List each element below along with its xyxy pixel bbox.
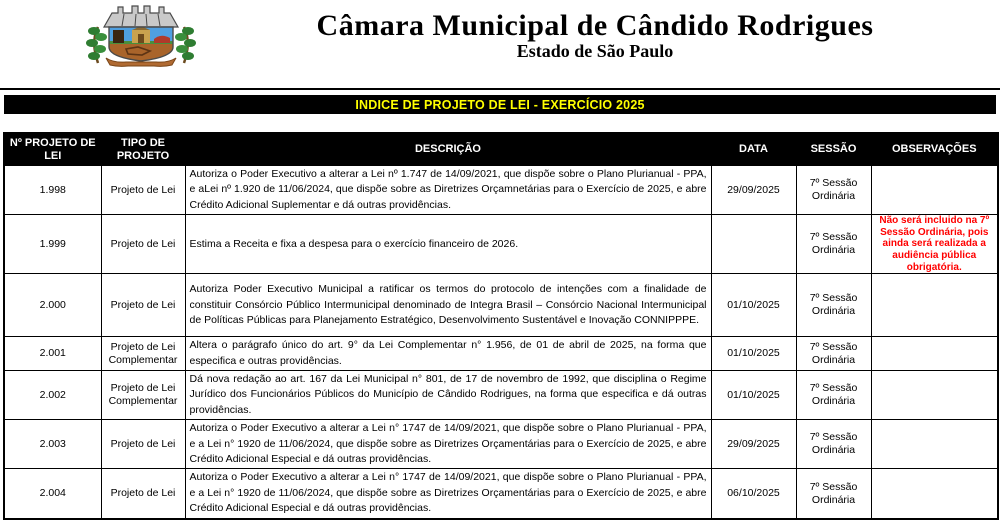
col-header-sessao: SESSÃO [796, 133, 871, 166]
cell-observacoes [871, 274, 998, 337]
projects-index-table [3, 132, 999, 520]
cell-descricao: Autoriza o Poder Executivo a alterar a Lei n° 1747 de 14/09/2021, que dispõe sobre o Plano Plurianual - PPA, e a Lei n° 1920 de 11/06/2024, que dispõe sobre as Diretrizes Orçamentárias para o Exercício de 2025, e abre Crédito Adicional Especial e dá outras providências. [185, 469, 711, 519]
table-header-row [4, 133, 998, 166]
cell-projeto-num: 2.000 [4, 274, 101, 337]
cell-tipo: Projeto de Lei [101, 166, 185, 215]
cell-observacoes [871, 337, 998, 371]
cell-data: 29/09/2025 [711, 166, 796, 215]
cell-sessao: 7º Sessão Ordinária [796, 371, 871, 420]
table-row [4, 337, 998, 371]
cell-sessao: 7º Sessão Ordinária [796, 469, 871, 519]
letterhead-divider [0, 88, 1000, 90]
table-row [4, 371, 998, 420]
cell-tipo: Projeto de Lei [101, 274, 185, 337]
cell-observacoes-alert: Não será incluido na 7º Sessão Ordinária, pois ainda será realizada a audiência pública obrigatória. [871, 215, 998, 274]
cell-descricao: Autoriza Poder Executivo Municipal a ratificar os termos do protocolo de intenções com a finalidade de constituir Consórcio Público Intermunicipal denominado de Integra Brasil – Consórcio Nacional Intermunicipal de Políticas Públicas para Planejamento Estratégico, Desenvolvimento Sustentável e Inovação CONNIPPPE. [185, 274, 711, 337]
cell-descricao: Autoriza o Poder Executivo a alterar a Lei nº 1.747 de 14/09/2021, que dispõe sobre o Plano Plurianual - PPA, e aLei nº 1.920 de 11/06/2024, que dispõe sobre as Diretrizes Orçamnetárias para o Exercício de 2025, e abre Crédito Adicional Suplementar e dá outras providências. [185, 166, 711, 215]
cell-data: 06/10/2025 [711, 469, 796, 519]
shield [109, 26, 173, 61]
cell-sessao: 7º Sessão Ordinária [796, 166, 871, 215]
col-header-tipo-projeto: TIPO DE PROJETO [101, 133, 185, 166]
letterhead-titles [195, 10, 995, 61]
laurel-branch-right [175, 27, 196, 63]
cell-descricao: Altera o parágrafo único do art. 9° da Lei Complementar n° 1.956, de 01 de abril de 2025, na forma que especifica e outras providências. [185, 337, 711, 371]
index-banner [4, 95, 996, 114]
col-header-observacoes: OBSERVAÇÕES [871, 133, 998, 166]
table-row [4, 420, 998, 469]
cell-projeto-num: 1.998 [4, 166, 101, 215]
cell-projeto-num: 2.004 [4, 469, 101, 519]
cell-sessao: 7º Sessão Ordinária [796, 420, 871, 469]
table-row [4, 469, 998, 519]
cell-data: 01/10/2025 [711, 274, 796, 337]
coat-of-arms-logo [76, 1, 206, 67]
cell-observacoes [871, 371, 998, 420]
cell-data: 29/09/2025 [711, 420, 796, 469]
cell-sessao: 7º Sessão Ordinária [796, 337, 871, 371]
cell-projeto-num: 1.999 [4, 215, 101, 274]
mural-crown [104, 6, 178, 27]
page-title: Câmara Municipal de Cândido Rodrigues [316, 9, 874, 42]
laurel-branch-left [86, 27, 107, 63]
cell-descricao: Estima a Receita e fixa a despesa para o exercício financeiro de 2026. [185, 215, 711, 274]
col-header-descricao: DESCRIÇÃO [185, 133, 711, 166]
col-header-numero-projeto: Nº PROJETO DE LEI [4, 133, 101, 166]
cell-projeto-num: 2.001 [4, 337, 101, 371]
cell-sessao: 7º Sessão Ordinária [796, 215, 871, 274]
cell-data: 01/10/2025 [711, 337, 796, 371]
cell-observacoes [871, 469, 998, 519]
col-header-data: DATA [711, 133, 796, 166]
cell-tipo: Projeto de Lei Complementar [101, 371, 185, 420]
cell-projeto-num: 2.003 [4, 420, 101, 469]
cell-data: 01/10/2025 [711, 371, 796, 420]
page-subtitle: Estado de São Paulo [516, 41, 674, 61]
table-row [4, 166, 998, 215]
cell-observacoes [871, 166, 998, 215]
banner-title: INDICE DE PROJETO DE LEI - EXERCÍCIO 2025 [355, 98, 645, 112]
cell-tipo: Projeto de Lei [101, 469, 185, 519]
cell-descricao: Autoriza o Poder Executivo a alterar a Lei n° 1747 de 14/09/2021, que dispõe sobre o Plano Plurianual - PPA, e a Lei n° 1920 de 11/06/2024, que dispõe sobre as Diretrizes Orçamentárias para o Exercício de 2025, e abre Crédito Adicional Especial e dá outras providências. [185, 420, 711, 469]
cell-tipo: Projeto de Lei [101, 420, 185, 469]
cell-tipo: Projeto de Lei Complementar [101, 337, 185, 371]
letterhead [0, 0, 1000, 88]
cell-sessao: 7º Sessão Ordinária [796, 274, 871, 337]
cell-observacoes [871, 420, 998, 469]
cell-descricao: Dá nova redação ao art. 167 da Lei Municipal n° 801, de 17 de novembro de 1992, que disciplina o Regime Jurídico dos Funcionários Públicos do Município de Cândido Rodrigues, na forma que especifica e dá outras providências. [185, 371, 711, 420]
table-row [4, 215, 998, 274]
cell-tipo: Projeto de Lei [101, 215, 185, 274]
cell-projeto-num: 2.002 [4, 371, 101, 420]
table-row [4, 274, 998, 337]
cell-data [711, 215, 796, 274]
